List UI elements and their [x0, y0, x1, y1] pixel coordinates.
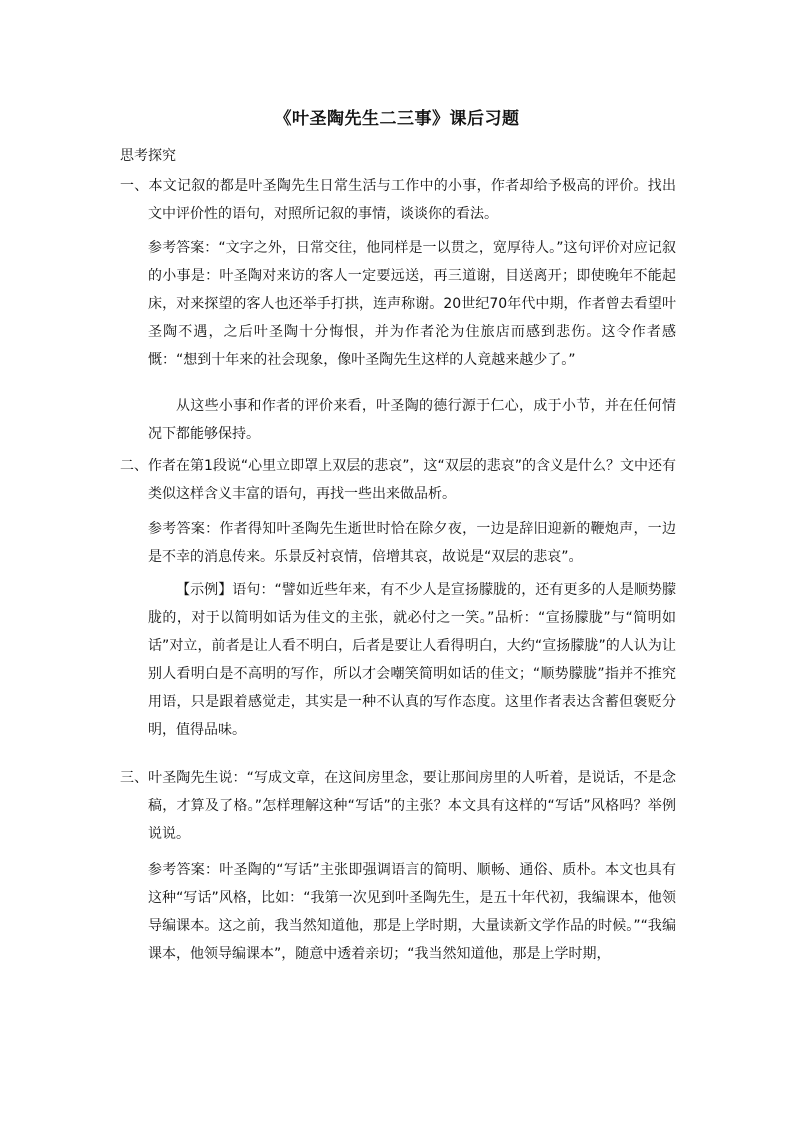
answer-1-conclusion: 从这些小事和作者的评价来看，叶圣陶的德行源于仁心，成于小节，并在任何情况下都能够保持。 — [148, 398, 676, 442]
answer-1: 参考答案：“文字之外，日常交往，他同样是一以贯之，宽厚待人。”这句评价对应记叙的小事是：叶圣陶对来访的客人一定要远送，再三道谢，目送离开；即使晚年不能起床，对来探望的客人也还举手打拱，连声称谢。20世纪70年代中期，作者曾去看望叶圣陶不遇，之后叶圣陶十分悔恨，并为作者沦为住旅店而感到悲伤。这令作者感慨：“想到十年来的社会现象，像叶圣陶先生这样的人竟越来越少了。” — [148, 240, 676, 368]
page-title: 《叶圣陶先生二三事》课后习题 — [274, 109, 520, 129]
answer-2-example: 【示例】语句：“譬如近些年来，有不少人是宣扬朦胧的，还有更多的人是顺势朦胧的，对于以简明如话为佳文的主张，就必付之一笑。”品析：“宣扬朦胧”与“简明如话”对立，前者是让人看不明白，后者是要让人看得明白，大约“宣扬朦胧”的人认为让别人看明白是不高明的写作，所以才会嘲笑简明如话的佳文；“顺势朦胧”指并不推究用语，只是跟着感觉走，其实是一种不认真的写作态度。这里作者表达含蓄但褒贬分明，值得品味。 — [148, 582, 676, 738]
section-label: 思考探究 — [120, 148, 176, 164]
question-3: 三、叶圣陶先生说：“写成文章，在这间房里念，要让那间房里的人听着，是说话，不是念稿，才算及了格。”怎样理解这种“写话”的主张？本文具有这样的“写话”风格吗？举例说说。 — [120, 770, 676, 842]
answer-2: 参考答案：作者得知叶圣陶先生逝世时恰在除夕夜，一边是辞旧迎新的鞭炮声，一边是不幸的消息传来。乐景反衬哀情，倍增其哀，故说是“双层的悲哀”。 — [148, 521, 676, 565]
question-1: 一、本文记叙的都是叶圣陶先生日常生活与工作中的小事，作者却给予极高的评价。找出文中评价性的语句，对照所记叙的事情，谈谈你的看法。 — [120, 178, 676, 222]
answer-3: 参考答案：叶圣陶的“写话”主张即强调语言的简明、顺畅、通俗、质朴。本文也具有这种“写话”风格，比如：“我第一次见到叶圣陶先生，是五十年代初，我编课本，他领导编课本。这之前，我当然知道他，那是上学时期，大量读新文学作品的时候。”“我编课本，他领导编课本”，随意中透着亲切；“我当然知道他，那是上学时期， — [148, 862, 676, 962]
question-2: 二、作者在第1段说“心里立即罩上双层的悲哀”，这“双层的悲哀”的含义是什么？文中还有类似这样含义丰富的语句，再找一些出来做品析。 — [120, 458, 676, 502]
